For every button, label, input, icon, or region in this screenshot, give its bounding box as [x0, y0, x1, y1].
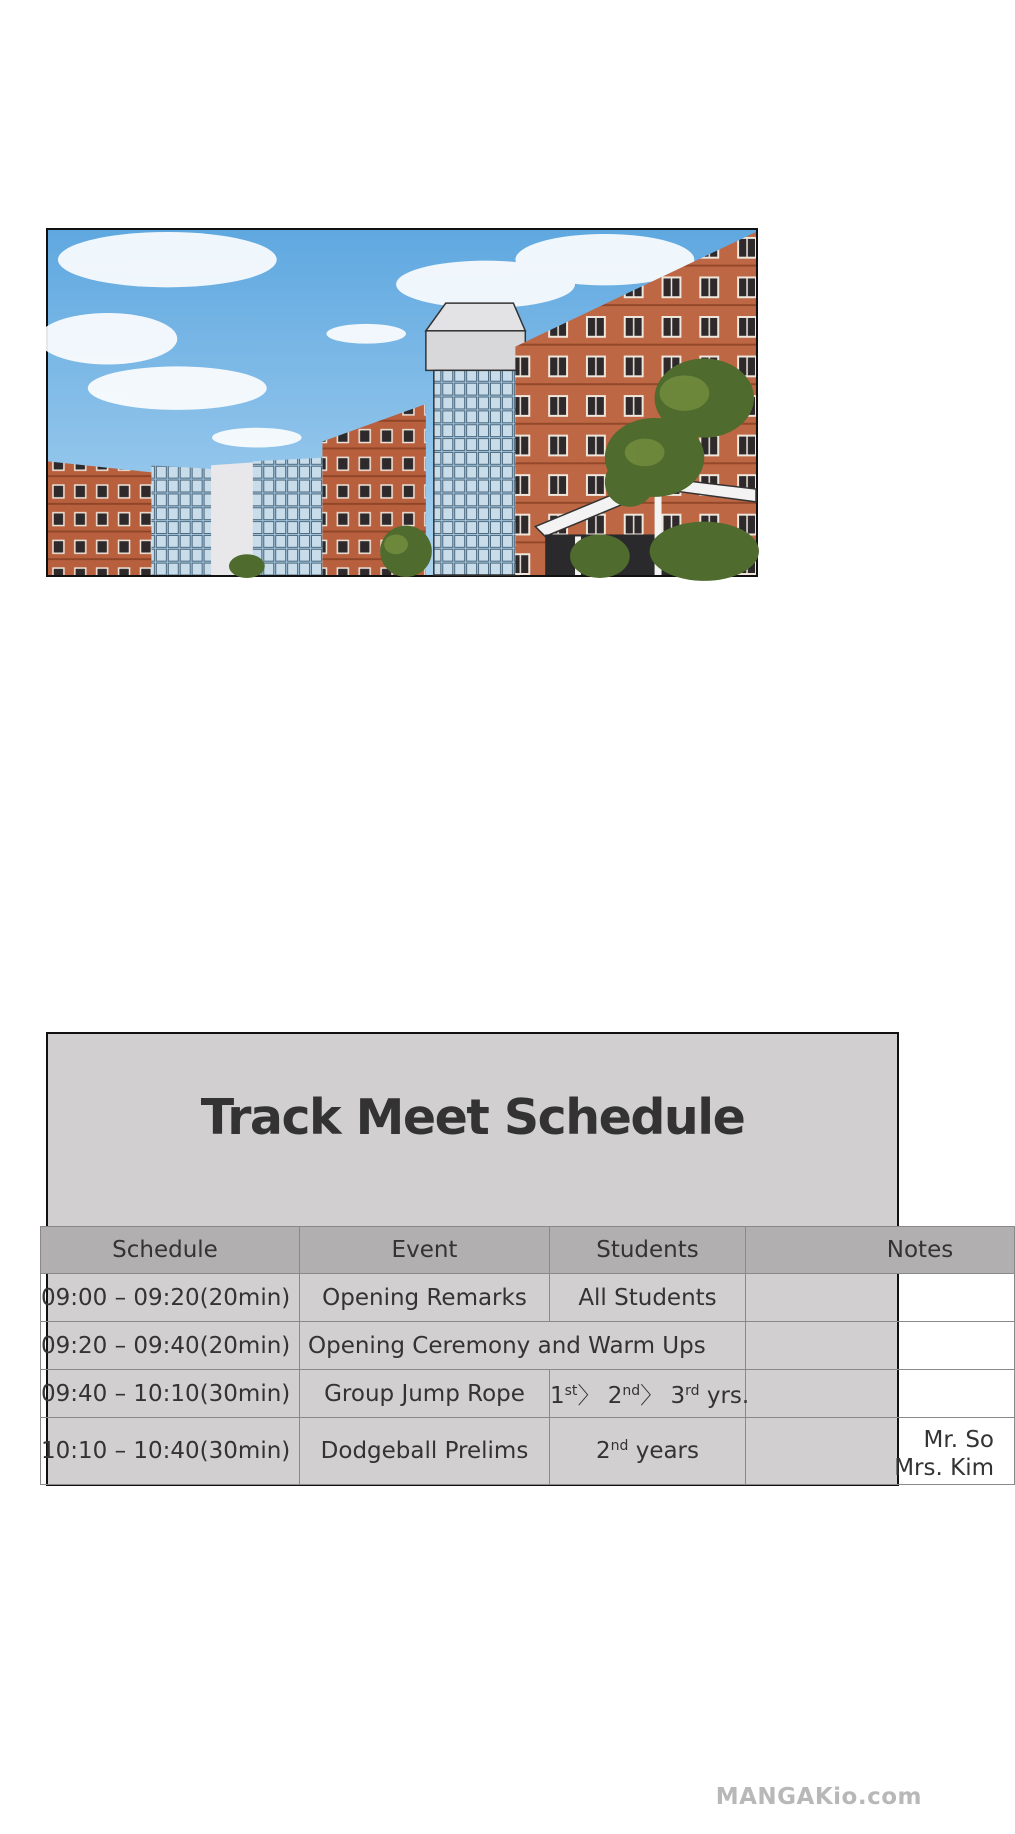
- cell-notes: [746, 1370, 1015, 1418]
- students-text: 〉 3: [640, 1383, 686, 1409]
- cell-time: 09:20 – 09:40(20min): [41, 1322, 300, 1370]
- header-students: Students: [550, 1227, 746, 1274]
- cell-event: Opening Remarks: [300, 1274, 550, 1322]
- cell-students: [550, 1418, 746, 1485]
- students-text: 〉 2: [577, 1383, 623, 1409]
- students-text: yrs.: [699, 1383, 750, 1409]
- cell-notes: [746, 1322, 1015, 1370]
- cell-students: [550, 1370, 750, 1418]
- schedule-table: [40, 1226, 1015, 1485]
- cell-event: Dodgeball Prelims: [300, 1418, 550, 1485]
- cell-event: Group Jump Rope: [300, 1370, 550, 1418]
- cell-time: 09:40 – 10:10(30min): [41, 1370, 300, 1418]
- ordinal-suffix: nd: [610, 1438, 629, 1454]
- header-event: Event: [300, 1227, 550, 1274]
- note-line: Mr. So: [923, 1427, 994, 1453]
- table-row: [41, 1370, 1015, 1418]
- header-schedule: Schedule: [41, 1227, 300, 1274]
- table-row: [41, 1418, 1015, 1485]
- cell-notes: [746, 1274, 1015, 1322]
- cell-students: All Students: [550, 1274, 746, 1322]
- table-row: [41, 1274, 1015, 1322]
- school-building-illustration: [48, 230, 756, 575]
- schedule-title: Track Meet Schedule: [200, 1089, 745, 1146]
- students-text: 1: [550, 1383, 565, 1409]
- schedule-board-panel: [41, 1032, 994, 1486]
- table-row: [41, 1322, 1015, 1370]
- site-watermark: MANGAKio.com: [715, 1784, 922, 1810]
- notes-stack: [746, 1420, 1014, 1482]
- school-illustration-panel: [46, 228, 758, 577]
- cell-time: 10:10 – 10:40(30min): [41, 1418, 300, 1485]
- ordinal-suffix: nd: [622, 1383, 641, 1399]
- cell-time: 09:00 – 09:20(20min): [41, 1274, 300, 1322]
- students-text: years: [628, 1438, 699, 1464]
- header-notes: Notes: [746, 1227, 1015, 1274]
- table-header-row: [41, 1227, 1015, 1274]
- cell-notes: [746, 1418, 1015, 1485]
- ordinal-suffix: st: [564, 1383, 578, 1399]
- students-text: 2: [595, 1438, 611, 1464]
- ordinal-suffix: rd: [685, 1383, 700, 1399]
- cell-event: Opening Ceremony and Warm Ups: [300, 1322, 746, 1370]
- note-line: Mrs. Kim: [894, 1455, 994, 1481]
